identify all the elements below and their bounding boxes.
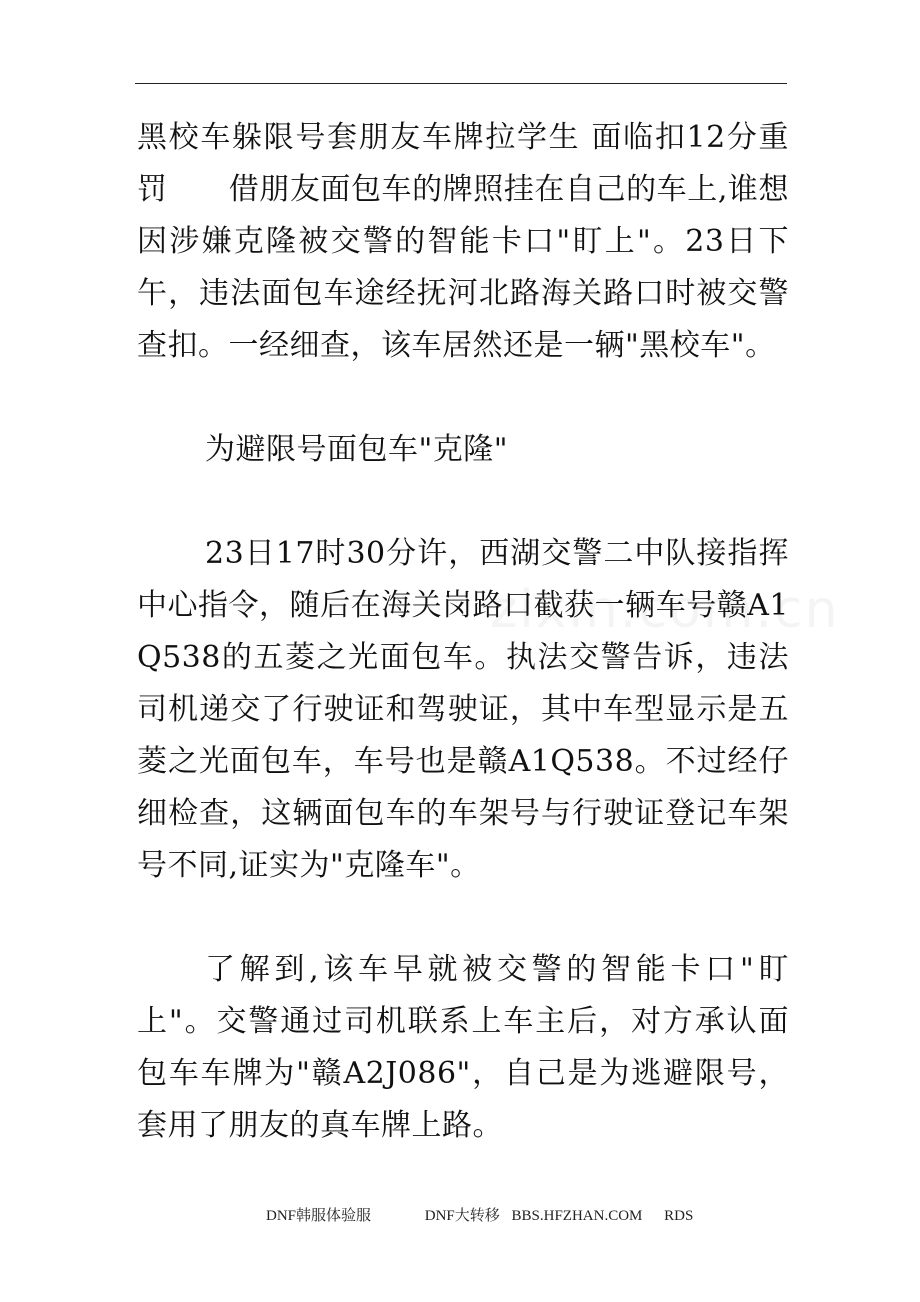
header-rule (135, 83, 787, 84)
paragraph-lead: 黑校车躲限号套朋友车牌拉学生 面临扣12分重罚 借朋友面包车的牌照挂在自己的车上,谁想因涉嫌克隆被交警的智能卡口"盯上"。23日下午，违法面包车途经抚河北路海关路口时被交警查扣。一经细查，该车居然还是一辆"黑校车"。 (137, 120, 789, 363)
paragraph: 23日17时30分许，西湖交警二中队接指挥中心指令，随后在海关岗路口截获一辆车号赣A1Q538的五菱之光面包车。执法交警告诉，违法司机递交了行驶证和驾驶证，其中车型显示是五菱之光面包车，车号也是赣A1Q538。不过经仔细检查，这辆面包车的车架号与行驶证登记车架号不同,证实为"克隆车"。 (137, 536, 789, 883)
section-heading: 为避限号面包车"克隆" (205, 432, 509, 467)
article-body (137, 112, 789, 1152)
footer-text-rds: RDS (664, 1208, 694, 1224)
footer-text-dnf-server: DNF韩服体验服 (266, 1208, 372, 1224)
footer-link-site[interactable]: BBS.HFZHAN.COM (511, 1208, 643, 1224)
page-footer (266, 1204, 693, 1225)
footer-text-dnf-transfer: DNF大转移 (424, 1208, 500, 1224)
paragraph: 了解到,该车早就被交警的智能卡口"盯上"。交警通过司机联系上车主后，对方承认面包车车牌为"赣A2J086"，自己是为逃避限号，套用了朋友的真车牌上路。 (137, 952, 789, 1143)
